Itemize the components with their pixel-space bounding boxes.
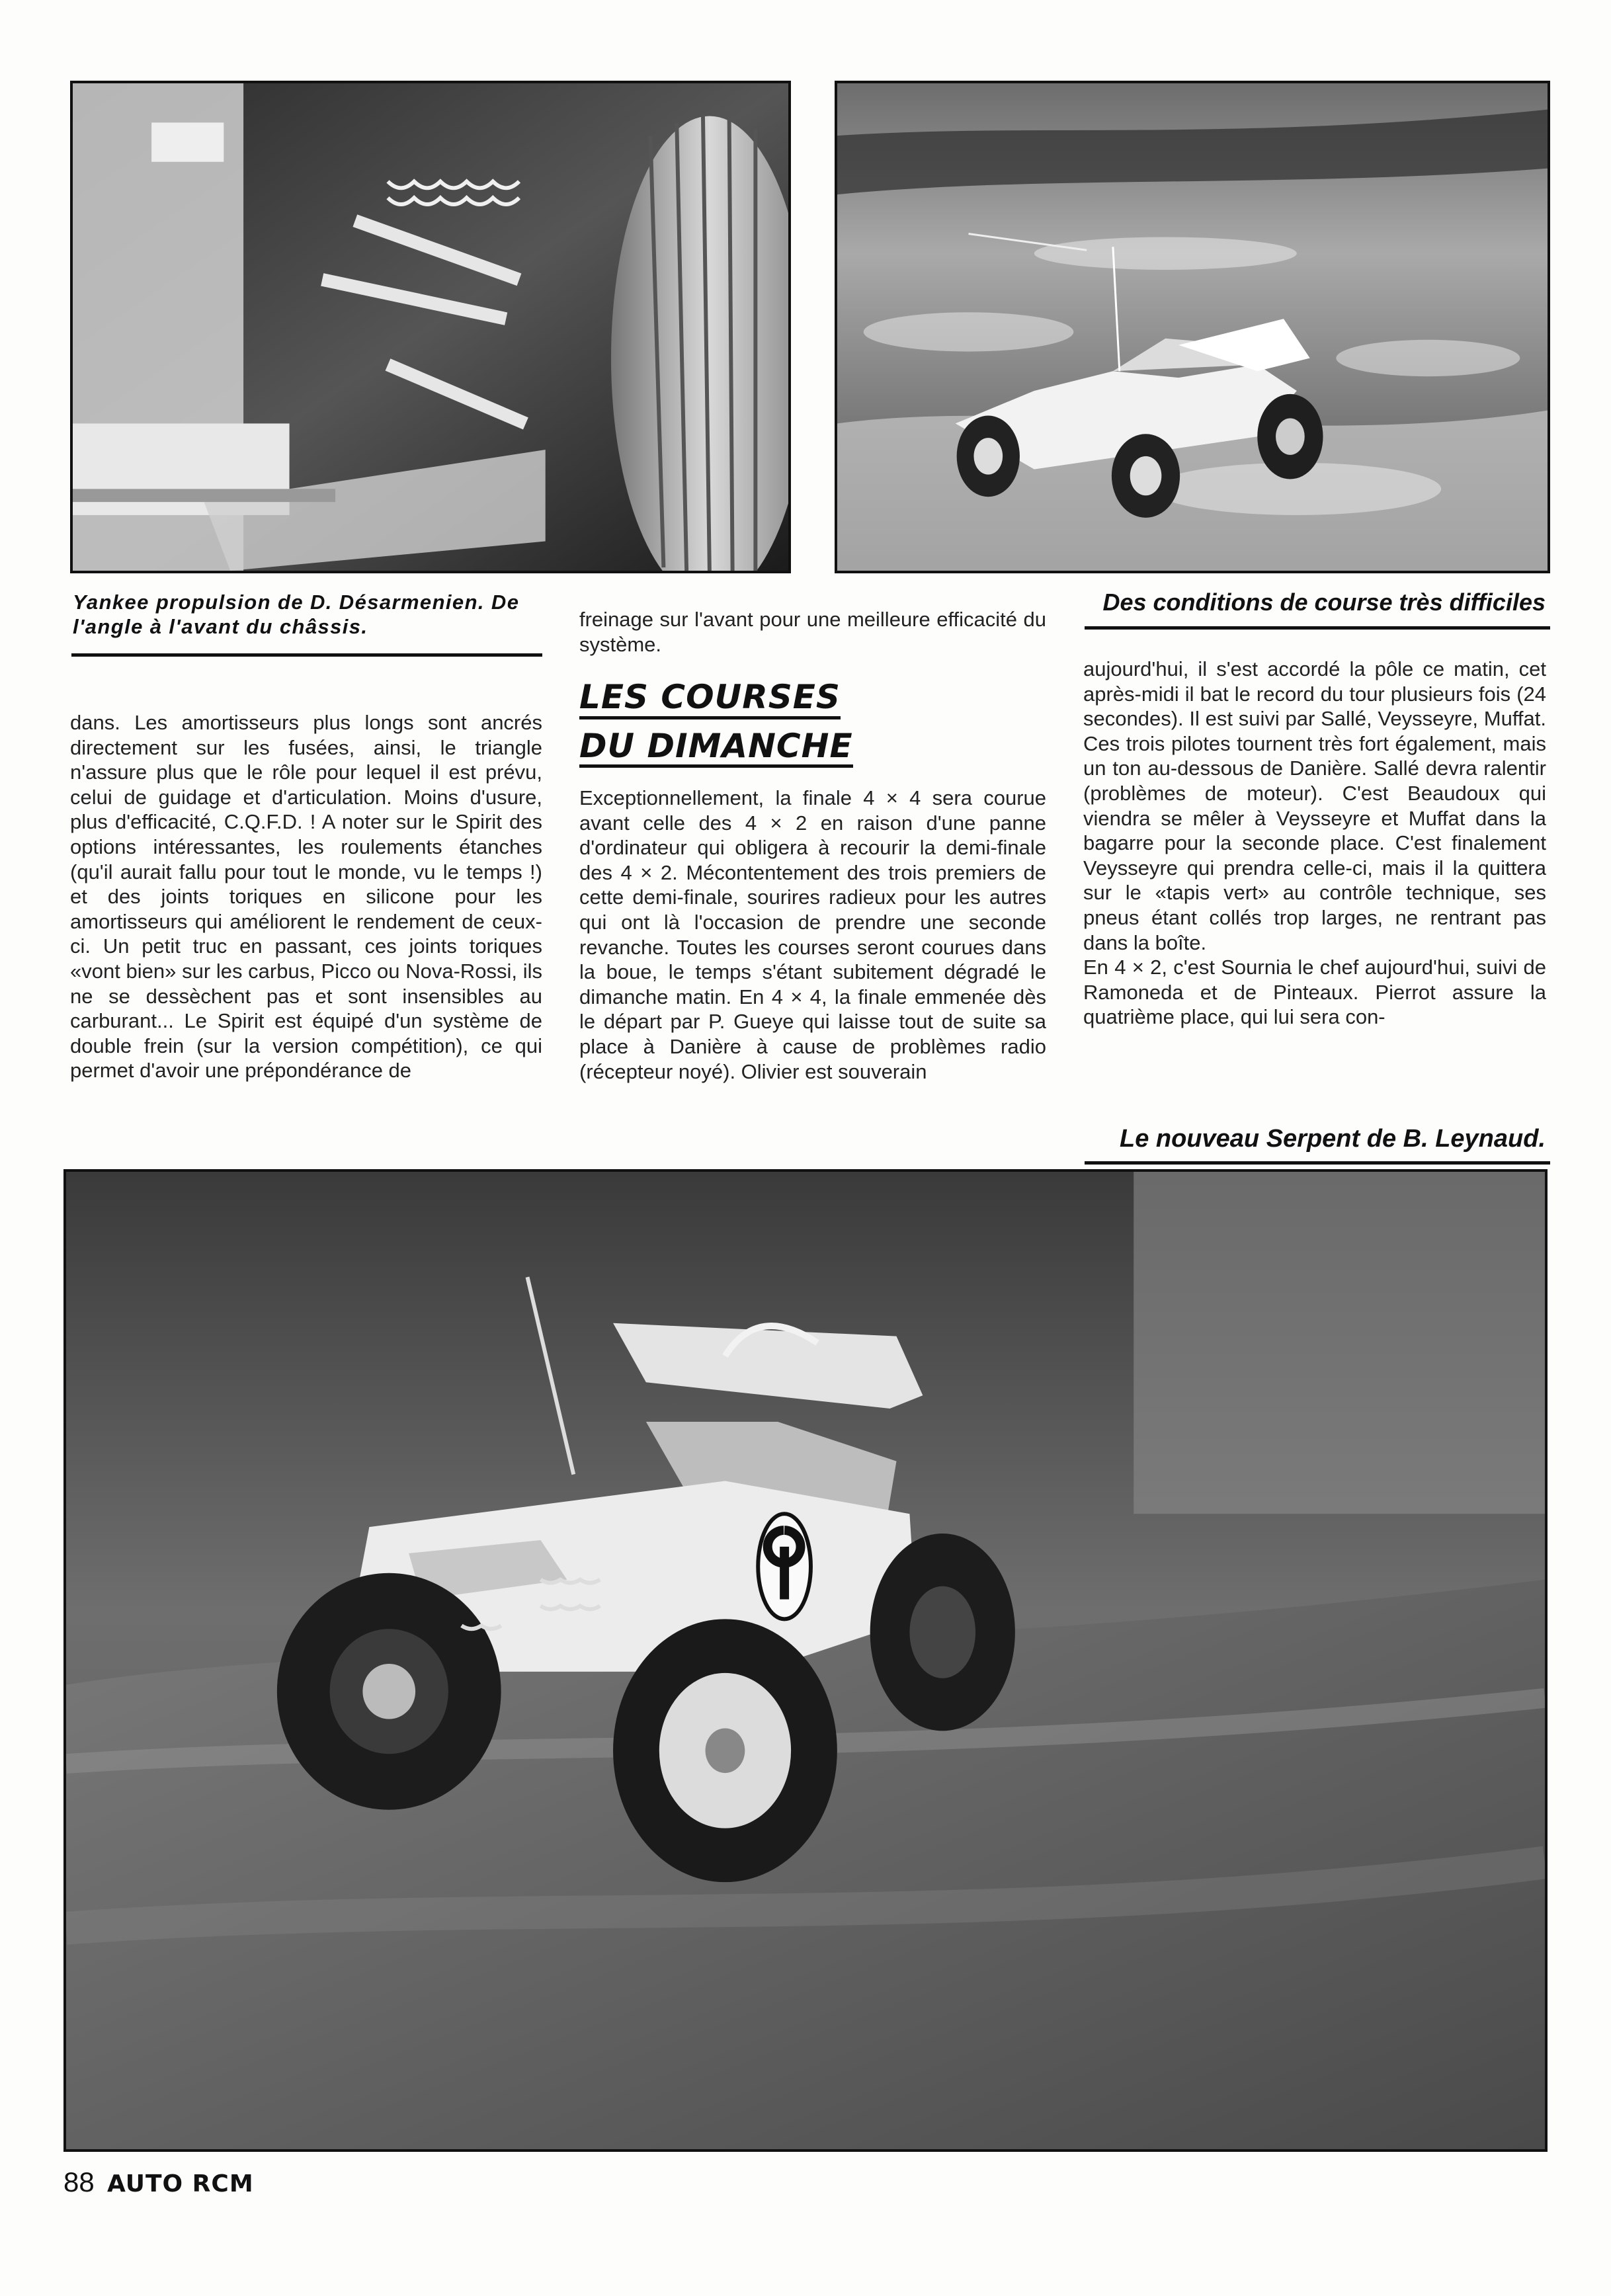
middle-column-paragraph: Exceptionnellement, la finale 4 × 4 sera courue avant celle des 4 × 2 en raison d'une panne d'ordinateur qui obligera à recourir la demi-finale des 4 × 2. Mécontentement des trois premiers de cette demi-finale, sourires radieux pour les autres qui ont là l'occasion de prendre une seconde revanche. Toutes les courses seront courues dans la boue, le temps s'étant subitement dégradé le dimanche matin. En 4 × 4, la finale emmenée dès le départ par P. Gueye qui laisse tout de suite sa place à Danière à cause de problèmes radio (récepteur noyé). Olivier est souverain [579,786,1046,1083]
section-heading-line-1: LES COURSES [579,680,841,719]
photo2-caption: Des conditions de course très difficiles [1102,589,1546,616]
photo1-caption [73,591,542,639]
text-column-middle [579,786,1046,1084]
left-column-paragraph: dans. Les amortisseurs plus longs sont ancrés directement sur les fusées, ainsi, le triangle n'assure plus que le rôle pour lequel il est prévu, celui de guidage et d'articulation. Moins d'usure, plus d'efficacité, C.Q.F.D. ! A noter sur le Spirit des options intéressantes, les roulements étanches (qu'il aurait fallu pour tout le monde, vu le temps !) et des joints toriques en silicone pour les amortisseurs qui améliorent le rendement de ceux-ci. Un petit truc en passant, ces joints toriques «vont bien» sur les carbus, Picco ou Nova-Rossi, ils ne se dessèchent pas et sont insensibles au carburant... Le Spirit est équipé d'un système de double frein (sur la version compétition), ce qui permet d'avoir une prépondérance de [70,711,542,1083]
right-column-paragraph-1: aujourd'hui, il s'est accordé la pôle ce matin, cet après-midi il bat le record du tour plusieurs fois (24 secondes). Il est suivi par Sallé, Veysseyre, Muffat. Ces trois pilotes tournent très fort également, mais un ton au-dessous de Danière. Sallé devra ralentir (problèmes de moteur). C'est Beaudoux qui viendra se mêler à Veysseyre et Muffat dans la bagarre pour la seconde place. C'est finalement Veysseyre qui prendra celle-ci, mais il la quittera sur le «tapis vert» au contrôle technique, ses pneus étant collés trop larges, ne rentrant pas dans la boîte. [1083,657,1546,954]
photo1-caption-rule [71,653,542,657]
suspension-photo-image [73,83,788,571]
muddy-track-photo-image [837,83,1548,571]
middle-column-top-paragraph: freinage sur l'avant pour une meilleure efficacité du système. [579,608,1046,656]
photo1-caption-line-2: l'angle à l'avant du châssis. [73,614,368,638]
magazine-name: AUTO RCM [107,2170,254,2197]
section-heading-line-2: DU DIMANCHE [579,729,853,768]
photo1-caption-line-1: Yankee propulsion de D. Désarmenien. De [73,591,520,614]
photo-buggy-number-9 [63,1169,1548,2152]
photo-car-muddy-track [835,81,1550,573]
photo-suspension-closeup [70,81,791,573]
photo3-caption-rule [1085,1161,1550,1165]
page-number: 88 [63,2166,95,2197]
buggy-photo-image [66,1172,1545,2149]
text-column-left [70,710,542,1083]
section-heading [579,680,1046,777]
right-column-paragraph-2: En 4 × 2, c'est Sournia le chef aujourd'hui, suivi de Ramoneda et de Pinteaux. Pierrot assure la quatrième place, qui lui sera con- [1083,956,1546,1029]
text-column-middle-top [579,607,1046,657]
text-column-right [1083,657,1546,1030]
photo3-caption: Le nouveau Serpent de B. Leynaud. [1119,1125,1546,1153]
photo2-caption-rule [1085,626,1550,630]
